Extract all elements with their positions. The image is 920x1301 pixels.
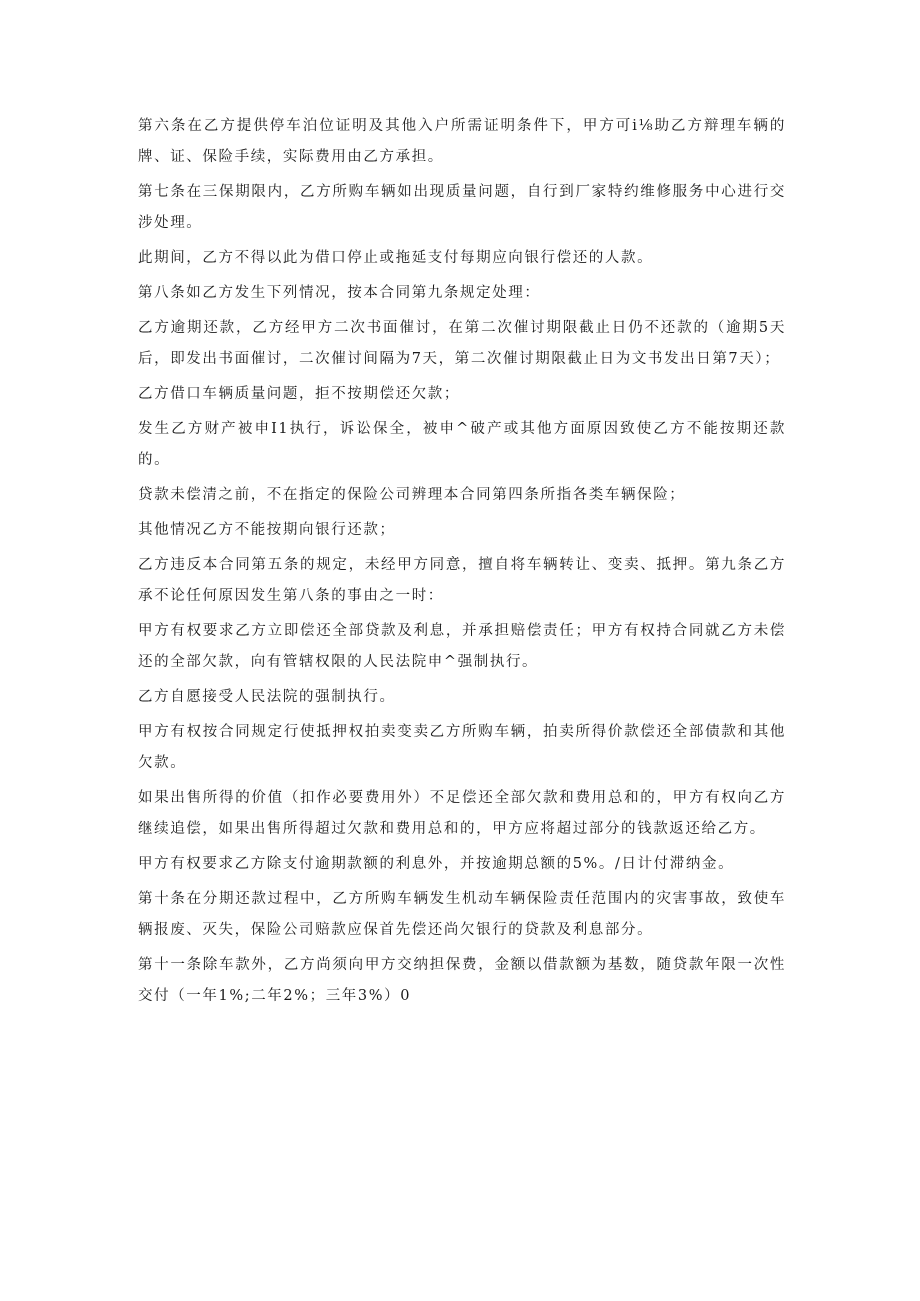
- paragraph-article-8-other: 其他情况乙方不能按期向银行还款；: [138, 522, 396, 538]
- paragraph-article-9-auction: 甲方有权按合同规定行使抵押权拍卖变卖乙方所购车辆，拍卖所得价款偿还全部债款和其他欠款。: [138, 724, 786, 771]
- paragraph-article-7-period: 此期间，乙方不得以此为借口停止或拖延支付每期应向银行偿还的人款。: [138, 250, 654, 266]
- paragraph-article-6: 第六条在乙方提供停车泊位证明及其他入户所需证明条件下，甲方可i⅛助乙方辩理车辆的牌、证、保险手续，实际费用由乙方承担。: [138, 118, 786, 165]
- paragraph-article-11: 第十一条除车款外，乙方尚须向甲方交纳担保费，金额以借款额为基数，随贷款年限一次性交付（一年1%;二年2%；三年3%）0: [138, 957, 786, 1004]
- paragraph-article-9-proceeds: 如果出售所得的价值（扣作必要费用外）不足偿还全部欠款和费用总和的，甲方有权向乙方继续追偿，如果出售所得超过欠款和费用总和的，甲方应将超过部分的钱款返还给乙方。: [138, 790, 786, 837]
- paragraph-article-8-violation-article-9: 乙方违反本合同第五条的规定，未经甲方同意，擅自将车辆转让、变卖、抵押。第九条乙方承不论任何原因发生第八条的事由之一时：: [138, 557, 786, 604]
- paragraph-article-8: 第八条如乙方发生下列情况，按本合同第九条规定处理：: [138, 285, 541, 301]
- document-body: [138, 111, 786, 1016]
- paragraph-article-8-overdue: 乙方逾期还款，乙方经甲方二次书面催讨，在第二次催讨期限截止日仍不还款的（逾期5天后，即发出书面催讨，二次催讨间隔为7天，第二次催讨期限截止日为文书发出日第7天）；: [138, 320, 786, 367]
- paragraph-article-9-late-fee: 甲方有权要求乙方除支付逾期款额的利息外，并按逾期总额的5%。/日计付滞纳金。: [138, 856, 735, 872]
- paragraph-article-10: 第十条在分期还款过程中，乙方所购车辆发生机动车辆保险责任范围内的灾害事故，致使车辆报废、灭失，保险公司赔款应保首先偿还尚欠银行的贷款及利息部分。: [138, 891, 786, 938]
- paragraph-article-8-insurance: 贷款未偿清之前，不在指定的保险公司辨理本合同第四条所指各类车辆保险；: [138, 487, 686, 503]
- paragraph-article-8-quality-excuse: 乙方借口车辆质量问题，拒不按期偿还欠款；: [138, 386, 460, 402]
- paragraph-article-8-property: 发生乙方财产被申I1执行，诉讼保全，被申^破产或其他方面原因致使乙方不能按期还款的。: [138, 421, 786, 468]
- paragraph-article-9-repay: 甲方有权要求乙方立即偿还全部贷款及利息，并承担赔偿责任；甲方有权持合同就乙方未偿还的全部欠款，向有管辖权限的人民法院申^强制执行。: [138, 623, 786, 670]
- paragraph-article-7: 第七条在三保期限内，乙方所购车辆如出现质量问题，自行到厂家特约维修服务中心进行交涉处理。: [138, 184, 786, 231]
- paragraph-article-9-enforcement: 乙方自愿接受人民法院的强制执行。: [138, 689, 396, 705]
